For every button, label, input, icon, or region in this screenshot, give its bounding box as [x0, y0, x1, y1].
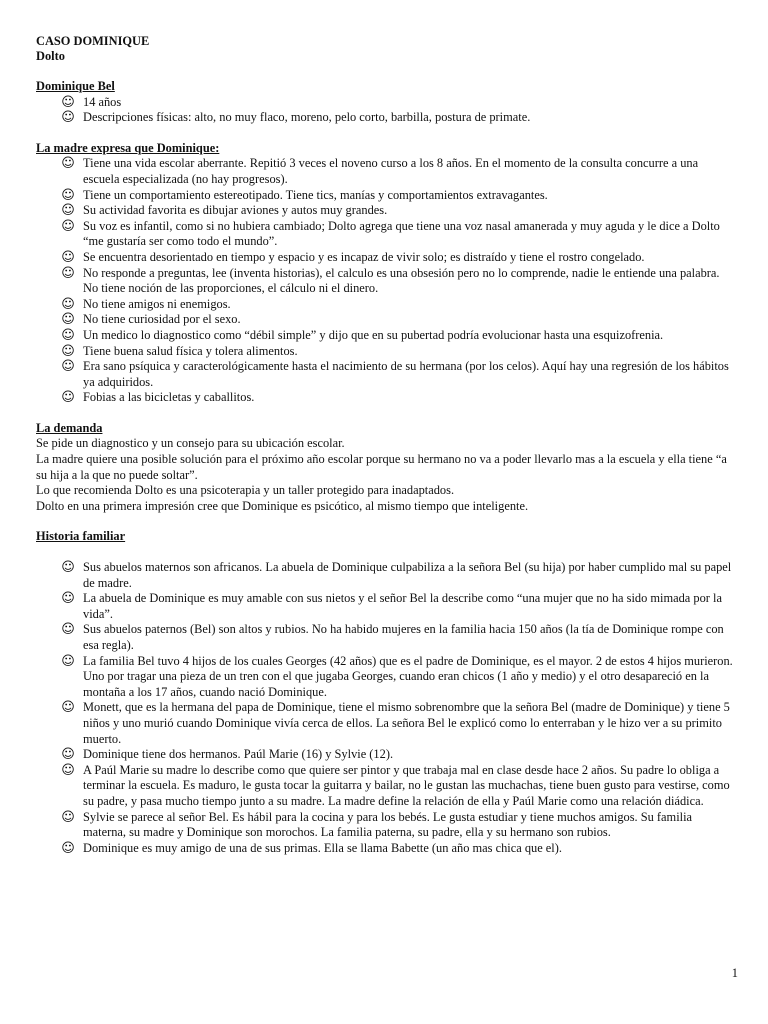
- list-item-text: Monett, que es la hermana del papa de Dominique, tiene el mismo sobrenombre que la señora Bel (madre de Dominique) y tiene 5 niños y uno murió cuando Dominique vivía cerca de ellos. La señora Bel le explicó como lo enterraban y le hizo ver a su primito muerto.: [83, 700, 730, 746]
- smiley-face-icon: ☺: [61, 591, 75, 607]
- list-item-text: La familia Bel tuvo 4 hijos de los cuales Georges (42 años) que es el padre de Dominique, es el mayor. 2 de estos 4 hijos murieron. Uno por tragar una pieza de un tren con el que jugaba Georges, cuando eran chicos (1 año y medio) y el otro desapareció en la montaña a los 17 años, cuando nació Dominique.: [83, 653, 733, 699]
- bullet-list-bel: [36, 95, 736, 126]
- smiley-face-icon: ☺: [61, 622, 75, 638]
- smiley-face-icon: ☺: [61, 653, 75, 669]
- demanda-paragraph: Se pide un diagnostico y un consejo para su ubicación escolar.: [36, 436, 345, 451]
- smiley-face-icon: ☺: [61, 390, 75, 406]
- smiley-face-icon: ☺: [61, 249, 75, 265]
- list-item-text: Dominique tiene dos hermanos. Paúl Marie (16) y Sylvie (12).: [83, 747, 394, 762]
- list-item: [36, 297, 736, 313]
- demanda-paragraph: Lo que recomienda Dolto es una psicoterapia y un taller protegido para inadaptados.: [36, 483, 455, 498]
- smiley-face-icon: ☺: [61, 296, 75, 312]
- section-heading-madre: La madre expresa que Dominique:: [36, 140, 220, 155]
- list-item: [36, 188, 736, 204]
- list-item: [36, 810, 736, 841]
- list-item: [36, 591, 736, 622]
- list-item: [36, 747, 736, 763]
- list-item: [36, 110, 736, 126]
- section-heading-demanda: La demanda: [36, 420, 103, 435]
- smiley-face-icon: ☺: [61, 312, 75, 328]
- list-item-text: Su voz es infantil, como si no hubiera cambiado; Dolto agrega que tiene una voz nasal amanerada y muy aguda y le dice a Dolto “me gustaría ser como todo el mundo”.: [83, 218, 720, 249]
- smiley-face-icon: ☺: [61, 840, 75, 856]
- list-item: [36, 700, 736, 747]
- list-item: [36, 763, 736, 810]
- list-item: [36, 359, 736, 390]
- list-item-text: Fobias a las bicicletas y caballitos.: [83, 390, 255, 405]
- smiley-face-icon: ☺: [61, 94, 75, 110]
- list-item-text: Se encuentra desorientado en tiempo y espacio y es incapaz de vivir solo; es distraído y tiene el rostro congelado.: [83, 249, 645, 264]
- list-item: [36, 328, 736, 344]
- list-item: [36, 203, 736, 219]
- list-item-text: No tiene curiosidad por el sexo.: [83, 312, 241, 327]
- smiley-face-icon: ☺: [61, 265, 75, 281]
- smiley-face-icon: ☺: [61, 203, 75, 219]
- list-item-text: Tiene un comportamiento estereotipado. Tiene tics, manías y comportamientos extravagantes.: [83, 187, 548, 202]
- smiley-face-icon: ☺: [61, 762, 75, 778]
- list-item: [36, 560, 736, 591]
- list-item-text: Sylvie se parece al señor Bel. Es hábil para la cocina y para los bebés. Le gusta estudiar y tiene muchos amigos. Su familia materna, su madre y Dominique son morochos. La familia paterna, su padre, ella y su hermano son rubios.: [83, 809, 693, 840]
- smiley-face-icon: ☺: [61, 187, 75, 203]
- smiley-face-icon: ☺: [61, 560, 75, 576]
- list-item: [36, 390, 736, 406]
- list-item-text: Tiene buena salud física y tolera alimentos.: [83, 343, 298, 358]
- list-item-text: A Paúl Marie su madre lo describe como que quiere ser pintor y que trabaja mal en clase desde hace 2 años. Su padre lo obliga a terminar la escuela. Es maduro, le gusta tocar la guitarra y bailar, no le gustan las muchachas, tiene buen gusto para vestirse, como su padre, y pasa mucho tiempo junto a su madre. La madre define la relación de ella y Paúl Marie como una relación diádica.: [83, 762, 730, 808]
- smiley-face-icon: ☺: [61, 327, 75, 343]
- smiley-face-icon: ☺: [61, 218, 75, 234]
- demanda-paragraph: Dolto en una primera impresión cree que Dominique es psicótico, al mismo tiempo que inteligente.: [36, 498, 529, 513]
- section-heading-historia: Historia familiar: [36, 529, 126, 544]
- list-item: [36, 219, 736, 250]
- list-item-text: Sus abuelos maternos son africanos. La abuela de Dominique culpabiliza a la señora Bel (su hija) por haber cumplido mal su papel de madre.: [83, 560, 732, 590]
- list-item-text: Su actividad favorita es dibujar aviones y autos muy grandes.: [83, 203, 388, 218]
- list-item-text: La abuela de Dominique es muy amable con sus nietos y el señor Bel la describe como “una mujer que no ha sido mimada por la vida”.: [83, 591, 722, 621]
- list-item: [36, 344, 736, 360]
- smiley-face-icon: ☺: [61, 747, 75, 763]
- blank-line: [36, 545, 736, 560]
- list-item-text: 14 años: [83, 94, 122, 109]
- section-heading-bel: Dominique Bel: [36, 79, 115, 93]
- list-item-text: Dominique es muy amigo de una de sus primas. Ella se llama Babette (un año mas chica que el).: [83, 840, 562, 855]
- list-item: [36, 156, 736, 187]
- list-item: [36, 622, 736, 653]
- smiley-face-icon: ☺: [61, 700, 75, 716]
- list-item: [36, 95, 736, 111]
- list-item: [36, 250, 736, 266]
- smiley-face-icon: ☺: [61, 343, 75, 359]
- bullet-list-madre: [36, 156, 736, 406]
- bullet-list-historia: [36, 560, 736, 856]
- list-item-text: Era sano psíquica y caracterológicamente hasta el nacimiento de su hermana (por los celos). Aquí hay una regresión de los hábitos ya adquiridos.: [83, 359, 729, 389]
- list-item-text: Descripciones físicas: alto, no muy flaco, moreno, pelo corto, barbilla, postura de primate.: [83, 110, 531, 125]
- list-item: [36, 654, 736, 701]
- smiley-face-icon: ☺: [61, 156, 75, 172]
- list-item-text: No responde a preguntas, lee (inventa historias), el calculo es una obsesión pero no lo comprende, nadie le entiende una palabra. No tiene noción de las proporciones, el cálculo ni el dinero.: [83, 265, 720, 296]
- list-item: [36, 312, 736, 328]
- smiley-face-icon: ☺: [61, 359, 75, 375]
- document-subtitle: Dolto: [36, 49, 65, 63]
- document-page: [36, 34, 736, 856]
- list-item-text: Un medico lo diagnostico como “débil simple” y dijo que en su pubertad podría evolucionar hasta una esquizofrenia.: [83, 327, 664, 342]
- demanda-paragraph: La madre quiere una posible solución para el próximo año escolar porque su hermano no va a poder llevarlo mas a la escuela y ella tiene “a su hija a la que no puede soltar”.: [36, 452, 727, 482]
- list-item: [36, 266, 736, 297]
- list-item: [36, 841, 736, 857]
- list-item-text: No tiene amigos ni enemigos.: [83, 296, 231, 311]
- smiley-face-icon: ☺: [61, 110, 75, 126]
- smiley-face-icon: ☺: [61, 809, 75, 825]
- document-title: CASO DOMINIQUE: [36, 34, 150, 48]
- list-item-text: Sus abuelos paternos (Bel) son altos y rubios. No ha habido mujeres en la familia hacia 150 años (la tía de Dominique rompe con esa regla).: [83, 622, 724, 652]
- list-item-text: Tiene una vida escolar aberrante. Repitió 3 veces el noveno curso a los 8 años. En el momento de la consulta concurre a una escuela especializada (no hay progresos).: [83, 156, 699, 186]
- page-number: 1: [731, 966, 738, 980]
